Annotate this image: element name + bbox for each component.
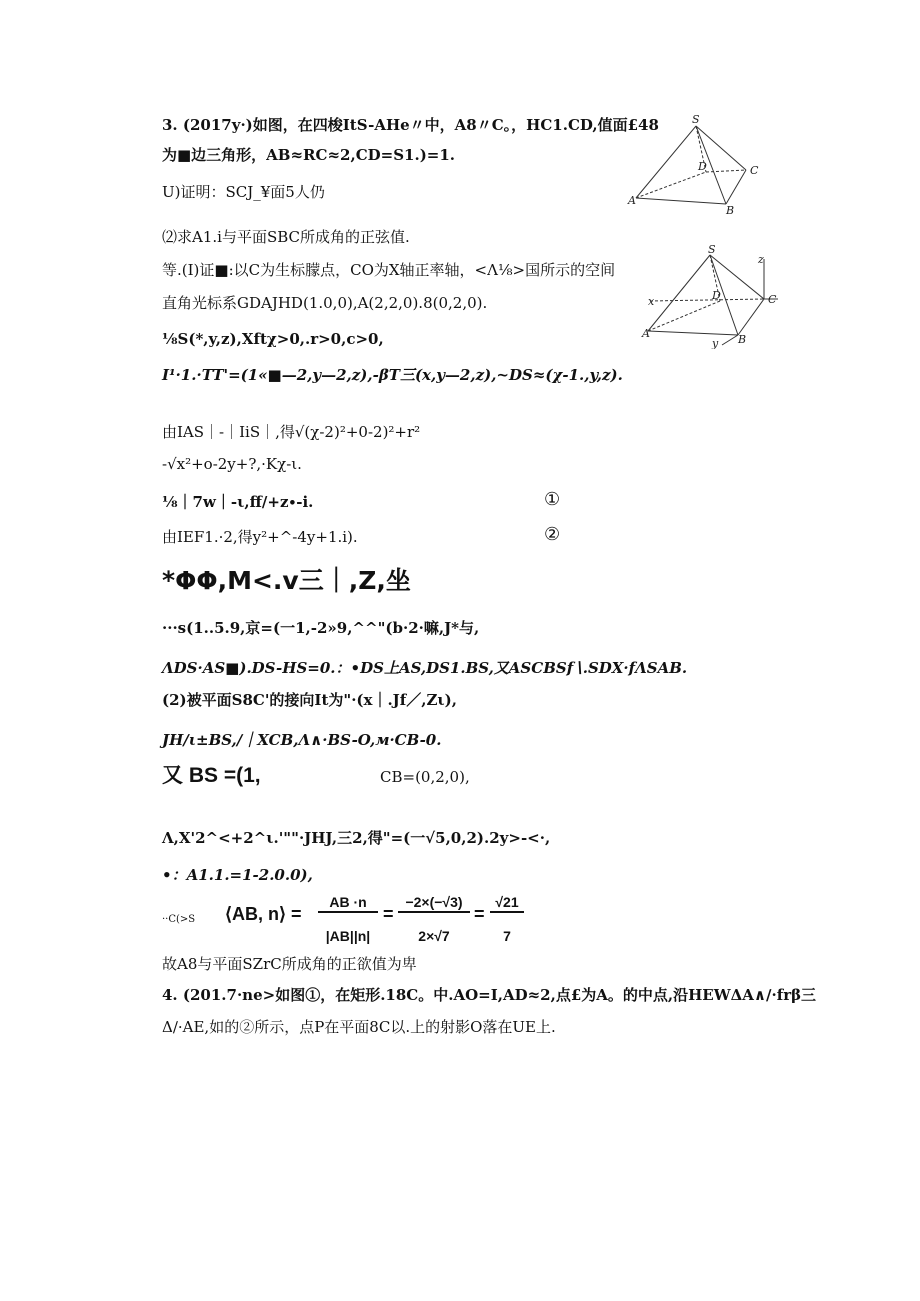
equals-sign-2: = — [474, 904, 485, 924]
fig2-label-y: y — [712, 337, 719, 349]
fraction-denominator-2: 2×√7 — [418, 928, 450, 944]
p3-solution-line-5: 由IAS｜-｜IiS｜,得√(χ-2)²+0-2)²+r² — [162, 423, 421, 441]
p3-conclusion: 故A8与平面SZrC所成角的正欲值为卑 — [162, 955, 417, 973]
fig1-label-d: D — [698, 160, 707, 173]
p3-solution-line-14: Λ,X'2^<+2^ι.'""·JHJ,三2,得"=(一√5,0,2).2y>-<·, — [162, 829, 551, 847]
fraction-numerator-2: −2×(−√3) — [398, 893, 470, 913]
fraction-denominator-1: |AB||n| — [325, 928, 371, 944]
fig2-label-s: S — [708, 245, 716, 256]
fig2-label-b: B — [738, 333, 747, 346]
vector-cb-expression: CB=(0,2,0), — [380, 768, 470, 786]
p3-solution-line-2: 直角光标系GDAJHD(1.0,0),A(2,2,0).8(0,2,0). — [162, 294, 488, 312]
p3-solution-line-12: (2)被平面S8C'的接向It为"·(x｜.Jf／,Zι), — [162, 691, 457, 709]
p3-solution-line-4: I¹·1.·TT'=(1«■—2,y—2,z),-βT三(x,y—2,z),~DS≈(χ-1.,y,z). — [162, 366, 623, 384]
pyramid-figure-1 — [626, 112, 786, 216]
p3-solution-line-7: ⅛｜7w｜-ι,ff/+z∙-i. — [162, 493, 314, 511]
fraction-numerator-3: √21 — [490, 893, 524, 913]
p3-solution-line-10: ···s(1..5.9,京=(一1,-2»9,^^"(b·2·嘛,J*与, — [162, 619, 480, 637]
fig1-label-c: C — [750, 164, 759, 177]
fig2-label-z: z — [758, 253, 764, 266]
fig2-label-d: D — [712, 289, 721, 302]
p3-part-1: U)证明：SCJ_¥面5人仍 — [162, 183, 325, 201]
equation-marker-1: ① — [544, 489, 561, 510]
cos-prefix: ··C(>S — [162, 914, 196, 925]
p3-solution-line-1: 等.(I)证■:以C为生标朦点，CO为X轴正率轴，<Λ⅛>国所示的空间 — [162, 261, 616, 279]
p4-line-2: Δ∕·AE,如的②所示，点P在平面8C以.上的射影O落在UE上. — [162, 1018, 556, 1036]
pyramid-figure-2 — [640, 245, 790, 349]
cos-angle-expression: ⟨AB, n⟩ = — [225, 904, 302, 924]
fig2-label-a: A — [642, 327, 650, 340]
fig2-label-x: x — [648, 295, 655, 308]
fig2-label-c: C — [768, 293, 777, 306]
fraction-numerator-1: AB ·n — [318, 893, 378, 913]
fig1-label-a: A — [628, 194, 636, 207]
equals-sign-1: = — [383, 904, 394, 924]
vector-bs-expression: 又 BS =(1, — [162, 764, 261, 787]
p3-solution-line-13: JH∕ι±BS,∕｜XCB,Λ∧·BS-O,м·CB-0. — [162, 731, 442, 749]
p3-line-1: 3. (2017y·)如图，在四梭ItS-AHe〃中，A8〃C。，HC1.CD,值面£48 — [162, 116, 659, 134]
p3-solution-line-6: -√x²+o-2y+?,·Kχ-ι. — [162, 455, 302, 473]
fig1-label-b: B — [726, 204, 735, 216]
p3-line-2: 为■边三角形，AB≈RC≈2,CD=S1.)=1. — [162, 146, 456, 164]
fig1-label-s: S — [692, 113, 700, 126]
fraction-denominator-3: 7 — [503, 928, 511, 944]
p3-solution-line-3: ⅛S(*,y,z),Xftχ>0,.r>0,c>0, — [162, 330, 384, 348]
p3-solution-line-8: 由IEF1.·2,得y²+^-4y+1.i). — [162, 528, 358, 546]
p3-part-2: ⑵求A1.i与平面SBC所成角的正弦值. — [162, 228, 410, 246]
p3-solution-line-15: •：A1.1.=1-2.0.0), — [162, 866, 313, 884]
p4-line-1: 4. (201.7·ne>如图①，在矩形.18C。中.AO=I,AD≈2,点£为A。的中点,沿HEWΔA∧∕·frβ三 — [162, 986, 817, 1004]
equation-marker-2: ② — [544, 524, 561, 545]
p3-solution-line-11: ΛDS·AS■).DS-HS=0.：•DS上AS,DS1.BS,又ASCBSf∖.SDX·fΛSAB. — [162, 659, 688, 677]
p3-solution-line-9: *ΦΦ,M<.v三｜,Z,坐 — [162, 566, 411, 595]
